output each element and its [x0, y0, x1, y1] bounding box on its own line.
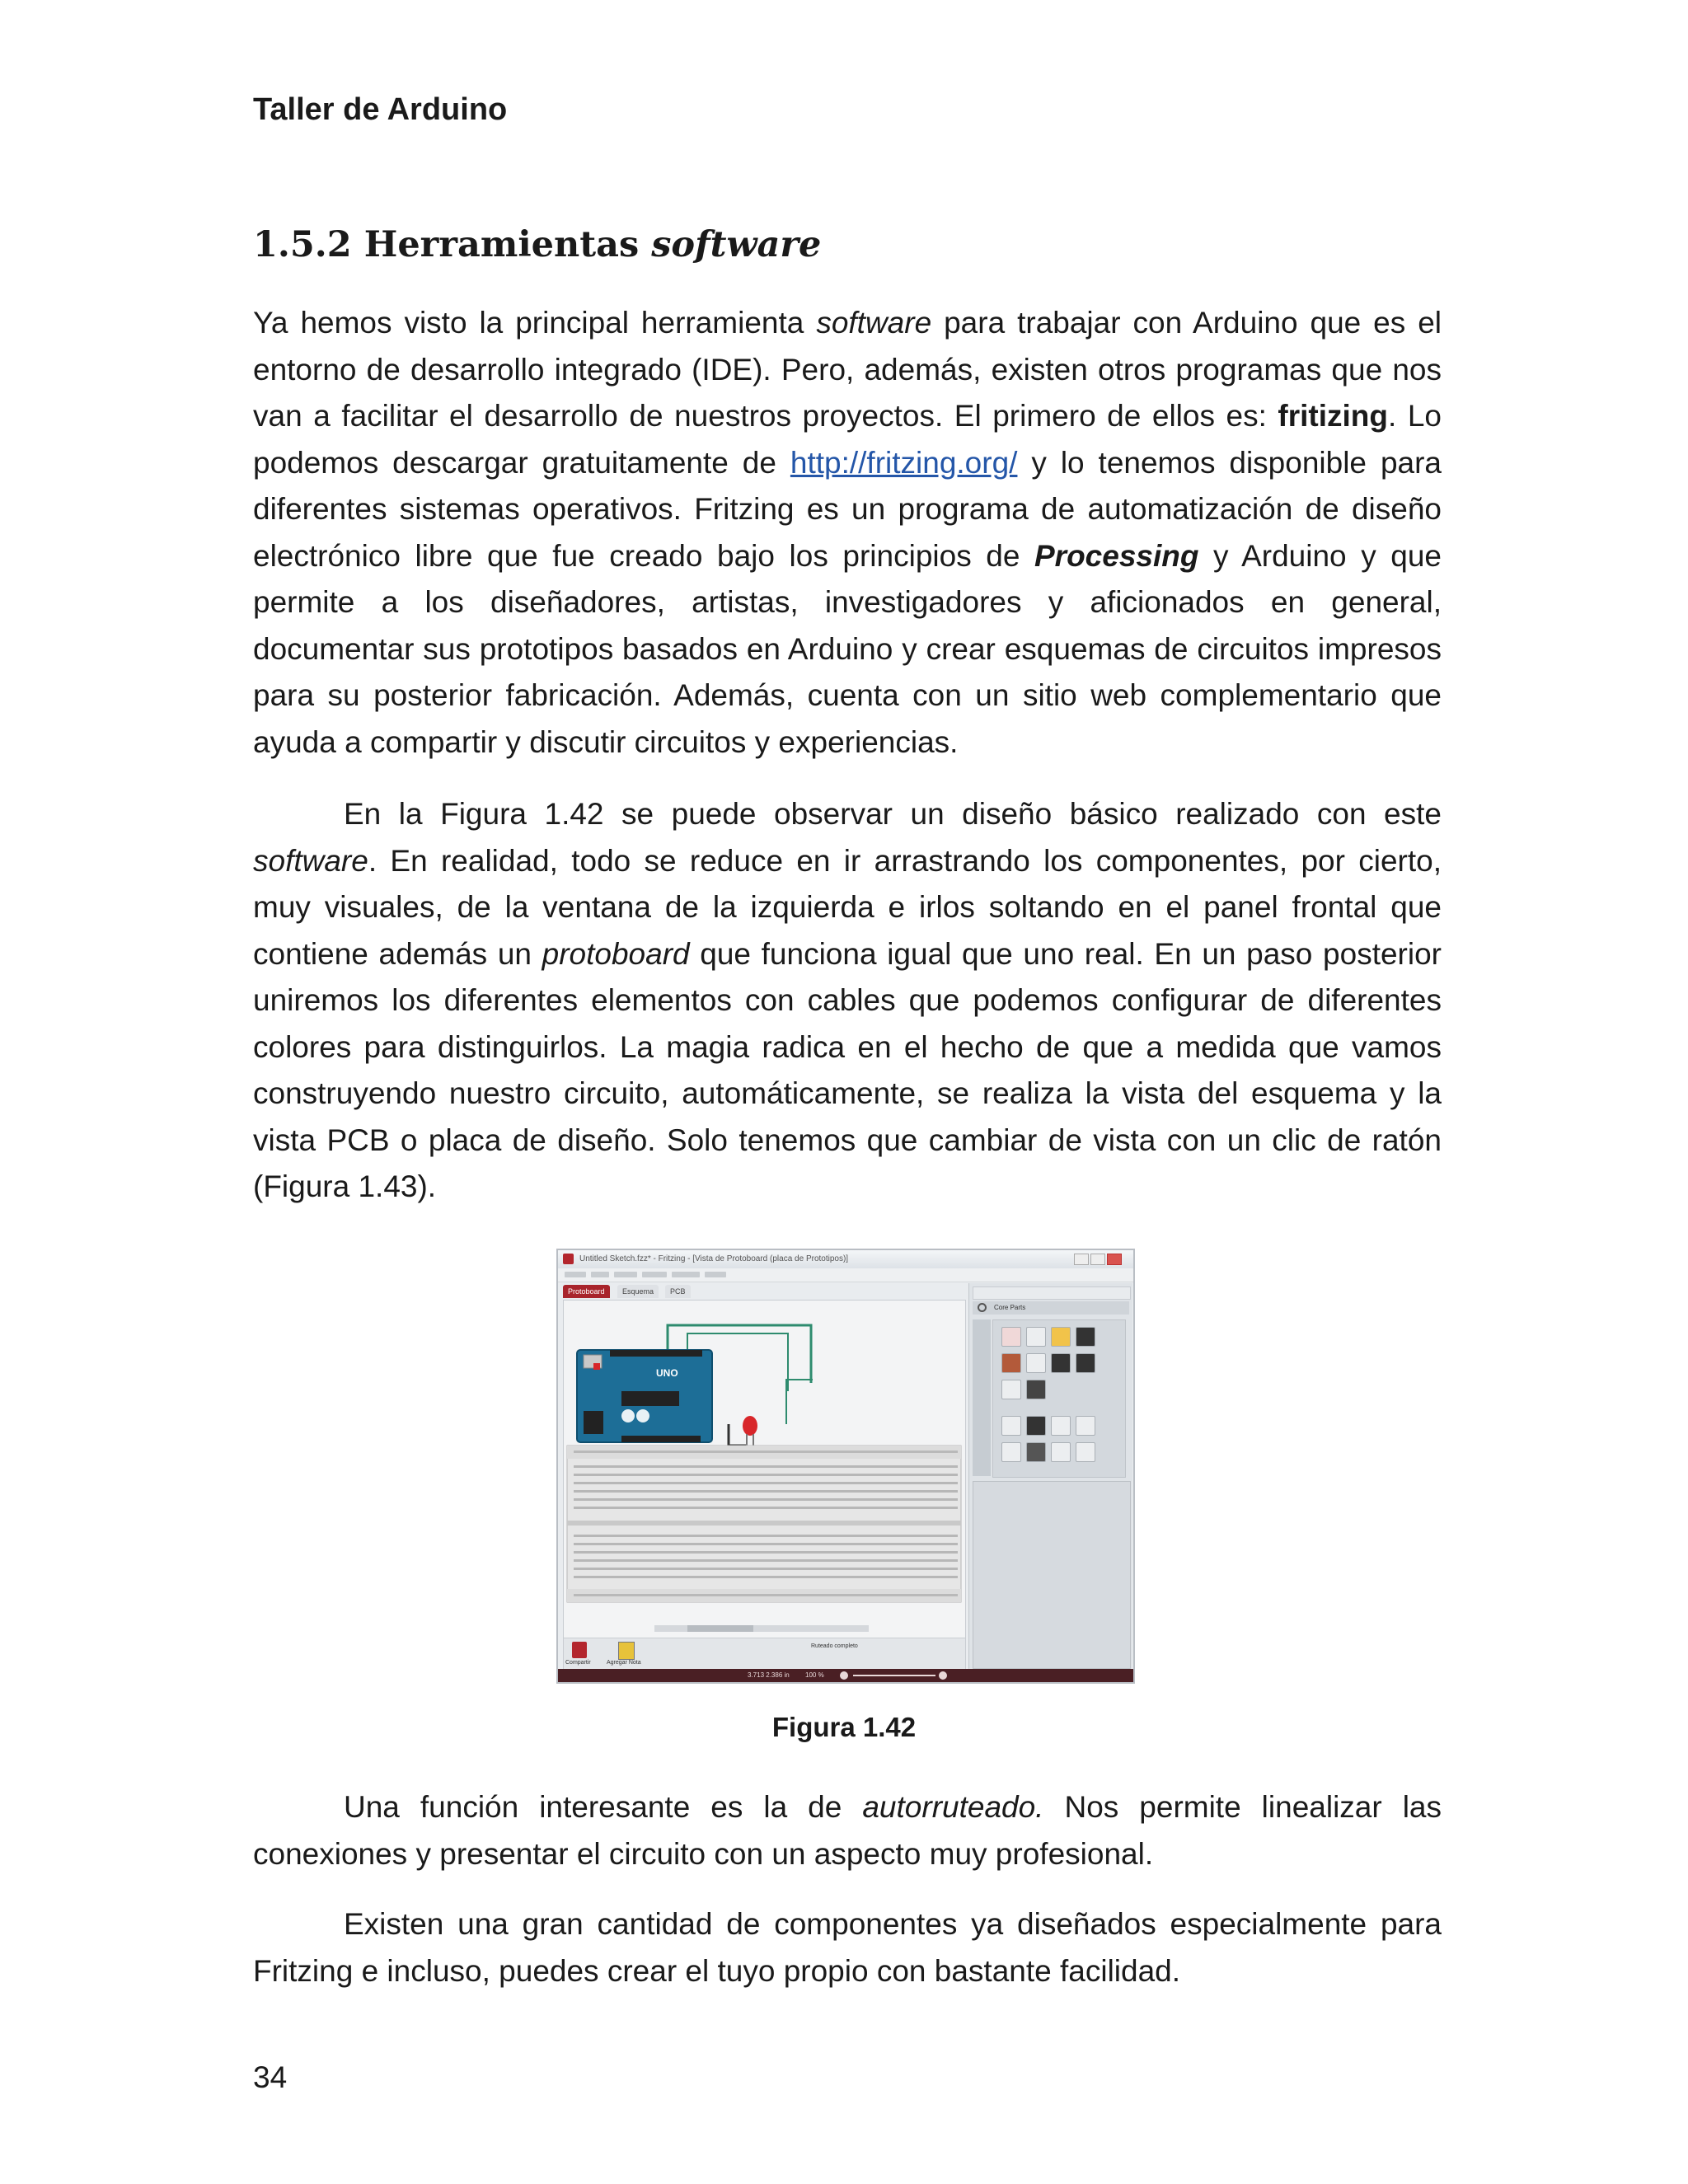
- paragraph-3: Una función interesante es la de autorruteado. Nos permite linealizar las conexiones y presentar el circuito con un aspecto muy profesional.: [253, 1790, 1442, 1871]
- page-number: 34: [253, 2060, 288, 2094]
- parts-grid: [992, 1319, 1126, 1478]
- parts-panel-header: [973, 1286, 1131, 1300]
- fig-menubar: [558, 1268, 1133, 1282]
- analog-header: [621, 1436, 701, 1442]
- part-resistor-icon: [1001, 1327, 1021, 1347]
- fig-window-titlebar: [558, 1250, 1133, 1269]
- fritzing-screenshot-figure: [556, 1249, 1135, 1684]
- section-number: 1.5.2: [253, 224, 352, 265]
- share-label: Compartir: [565, 1660, 591, 1666]
- breadboard-view-illustration: [564, 1301, 965, 1638]
- parts-panel: [968, 1283, 1132, 1671]
- part-speaker-icon: [1026, 1380, 1046, 1399]
- digital-header: [610, 1350, 702, 1357]
- paragraph-1: Ya hemos visto la principal herramienta software para trabajar con Arduino que es el entorno de desarrollo integrado (IDE). Pero, además, existen otros programas que nos van a facilitar el desarrollo de nuestros proyectos. El primero de ellos es: fritizing. Lo podemos descargar gratuitamente de http://fritzing.org/ y lo tenemos disponible para diferentes sistemas operativos. Fritzing es un programa de automatización de diseño electrónico libre que fue creado bajo los principios de Processing y Arduino y que permite a los diseñadores, artistas, investigadores y aficionados en general, documentar sus prototipos basados en Arduino y crear esquemas de circuitos impresos para su posterior fabricación. Además, cuenta con un sitio web complementario que ayuda a compartir y discutir circuitos y experiencias.: [253, 306, 1442, 759]
- paragraph-4: Existen una gran cantidad de componentes ya diseñados especialmente para Fritzing e incluso, puedes crear el tuyo propio con bastante facilidad.: [253, 1907, 1442, 1988]
- cursor-coords: 3.713 2.386 in: [748, 1671, 790, 1679]
- running-head: Taller de Arduino: [253, 92, 508, 127]
- part-header-icon: [1051, 1442, 1071, 1462]
- figure-caption: Figura 1.42: [771, 1712, 917, 1742]
- red-led: [743, 1416, 757, 1436]
- add-note-label: Agregar Nota: [607, 1660, 641, 1666]
- part-button-icon: [1001, 1416, 1021, 1436]
- fritizing-term: fritizing: [1278, 399, 1389, 433]
- processing-term: Processing: [1034, 538, 1199, 573]
- close-icon: [1107, 1254, 1122, 1265]
- routing-status: Ruteado completo: [811, 1643, 858, 1649]
- infinity-logo-right: [636, 1409, 649, 1422]
- part-ic-icon: [1076, 1353, 1095, 1373]
- part-potentiometer-icon: [1051, 1327, 1071, 1347]
- tab-pcb: PCB: [665, 1285, 691, 1298]
- section-title-text: Herramientas: [363, 224, 640, 265]
- add-note-icon: [618, 1642, 635, 1660]
- power-jack: [584, 1411, 603, 1434]
- part-arduino-icon: [1001, 1353, 1021, 1373]
- part-motor-icon: [1001, 1380, 1021, 1399]
- section-title: [253, 224, 821, 265]
- breadboard-canvas: [563, 1300, 966, 1639]
- part-relay-icon: [1026, 1442, 1046, 1462]
- tab-protoboard: Protoboard: [563, 1285, 610, 1298]
- tab-esquema: Esquema: [617, 1285, 659, 1298]
- paragraph-2: En la Figura 1.42 se puede observar un diseño básico realizado con este software. En realidad, todo se reduce en ir arrastrando los componentes, por cierto, muy visuales, de la ventana de la izquierda e irlos soltando en el panel frontal que contiene además un protoboard que funciona igual que uno real. En un paso posterior uniremos los diferentes elementos con cables que podemos configurar de diferentes colores para distinguirlos. La magia radica en el hecho de que a medida que vamos construyendo nuestro circuito, automáticamente, se realiza la vista del esquema y la vista PCB o placa de diseño. Solo tenemos que cambiar de vista con un clic de ratón (Figura 1.43).: [253, 797, 1442, 1203]
- reset-button: [593, 1363, 600, 1370]
- zoom-slider: [853, 1675, 935, 1676]
- part-sensor-icon: [1026, 1416, 1046, 1436]
- green-wire-right: [786, 1380, 813, 1424]
- board-logo-text: UNO: [656, 1367, 678, 1379]
- maximize-icon: [1090, 1254, 1105, 1265]
- part-wire-icon: [1076, 1416, 1095, 1436]
- share-icon: [572, 1642, 587, 1658]
- atmega-chip: [621, 1391, 679, 1406]
- part-switch-icon: [1051, 1416, 1071, 1436]
- minimize-icon: [1074, 1254, 1089, 1265]
- search-icon: [978, 1303, 987, 1312]
- section-title-italic: software: [651, 224, 822, 265]
- fig-statusbar: [558, 1669, 1133, 1682]
- fritzing-link[interactable]: http://fritzing.org/: [790, 445, 1018, 480]
- fig-window-title: Untitled Sketch.fzz* - Fritzing - [Vista de Protoboard (placa de Prototipos)]: [579, 1254, 849, 1263]
- parts-search-label: Core Parts: [994, 1304, 1026, 1311]
- part-inductor-icon: [1001, 1442, 1021, 1462]
- part-chip-icon: [1076, 1442, 1095, 1462]
- part-battery-icon: [1076, 1327, 1095, 1347]
- parts-bin-tabs: [973, 1319, 991, 1476]
- part-capacitor-icon: [1026, 1353, 1046, 1373]
- infinity-logo-left: [621, 1409, 635, 1422]
- inspector-panel: [973, 1481, 1131, 1669]
- fritzing-app-icon: [563, 1254, 574, 1264]
- zoom-level: 100 %: [805, 1671, 824, 1679]
- parts-search: [973, 1301, 1129, 1315]
- zoom-out-icon: [840, 1671, 848, 1680]
- part-led-icon: [1026, 1327, 1046, 1347]
- part-transistor-icon: [1051, 1353, 1071, 1373]
- horizontal-scrollbar: [654, 1625, 869, 1632]
- zoom-in-icon: [939, 1671, 947, 1680]
